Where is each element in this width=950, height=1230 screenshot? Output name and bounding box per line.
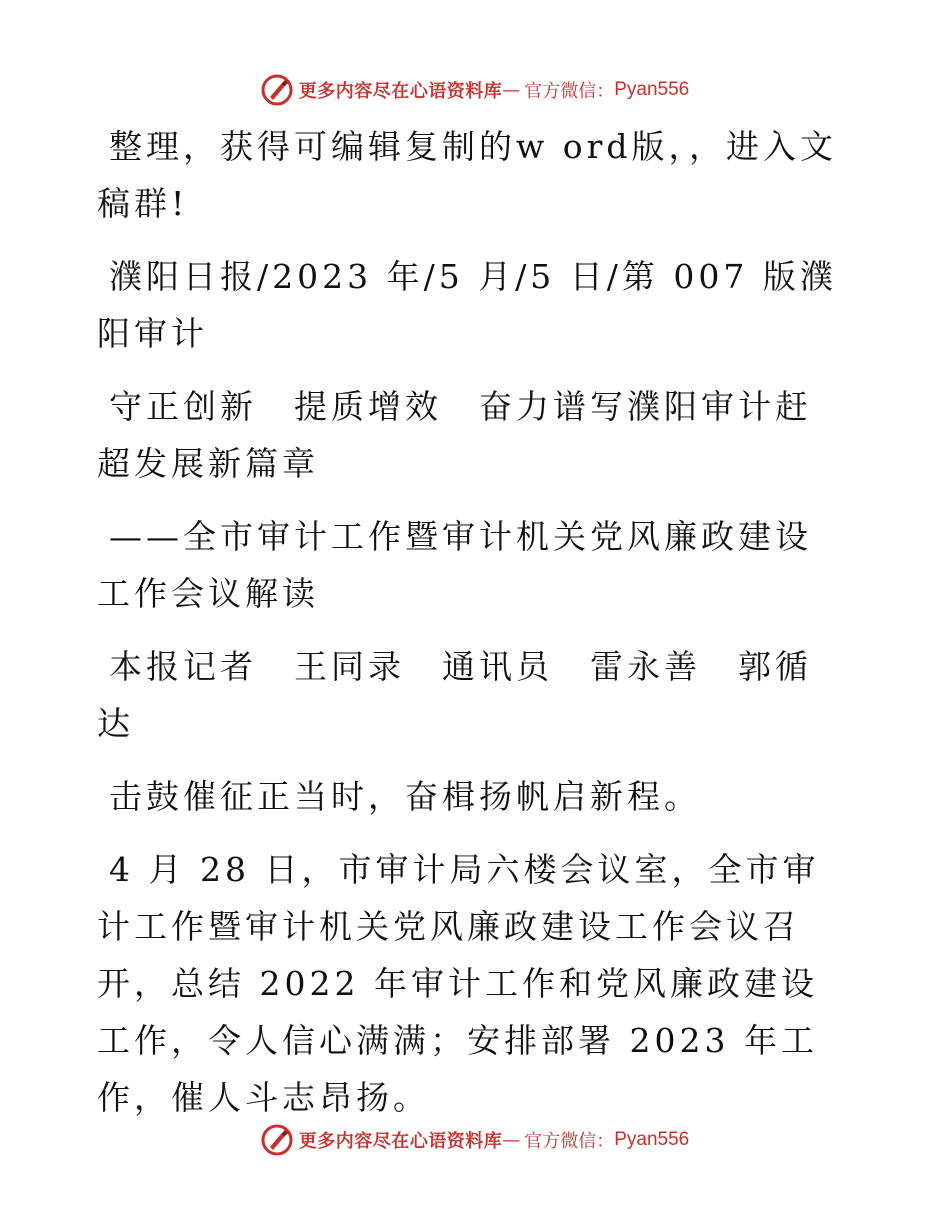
watermark-official-label: 官方微信： xyxy=(524,81,615,102)
paragraph-source: 濮阳日报/2023 年/5 月/5 日/第 007 版濮阳审计 xyxy=(97,257,837,353)
watermark-wechat-id: Pyan556 xyxy=(614,1129,690,1150)
watermark-official-label: 官方微信： xyxy=(524,1131,615,1152)
footer-watermark xyxy=(0,1120,950,1160)
watermark-brand: 更多内容尽在心语资料库 xyxy=(298,81,503,102)
header-watermark xyxy=(0,70,950,110)
paragraph-headline: 守正创新 提质增效 奋力谱写濮阳审计赶超发展新篇章 xyxy=(97,387,812,483)
watermark-brand: 更多内容尽在心语资料库 xyxy=(298,1131,503,1152)
watermark-separator: — xyxy=(502,1129,521,1151)
paragraph-body: 4 月 28 日，市审计局六楼会议室，全市审计工作暨审计机关党风廉政建设工作会议召开，总结 2022 年审计工作和党风廉政建设工作，令人信心满满；安排部署 2023 年工作，催人斗志昂扬。 xyxy=(97,850,820,1117)
pen-logo-icon xyxy=(261,1124,293,1156)
watermark-separator: — xyxy=(502,79,521,101)
pen-logo-icon xyxy=(261,74,293,106)
paragraph-subheadline: ——全市审计工作暨审计机关党风廉政建设工作会议解读 xyxy=(97,517,812,613)
document-body xyxy=(97,118,837,1142)
watermark-wechat-id: Pyan556 xyxy=(614,79,690,100)
paragraph-lead: 击鼓催征正当时，奋楫扬帆启新程。 xyxy=(109,777,701,816)
paragraph-byline: 本报记者 王同录 通讯员 雷永善 郭循达 xyxy=(97,647,812,743)
paragraph-intro: 整理，获得可编辑复制的w ord版，，进入文稿群! xyxy=(97,127,838,223)
